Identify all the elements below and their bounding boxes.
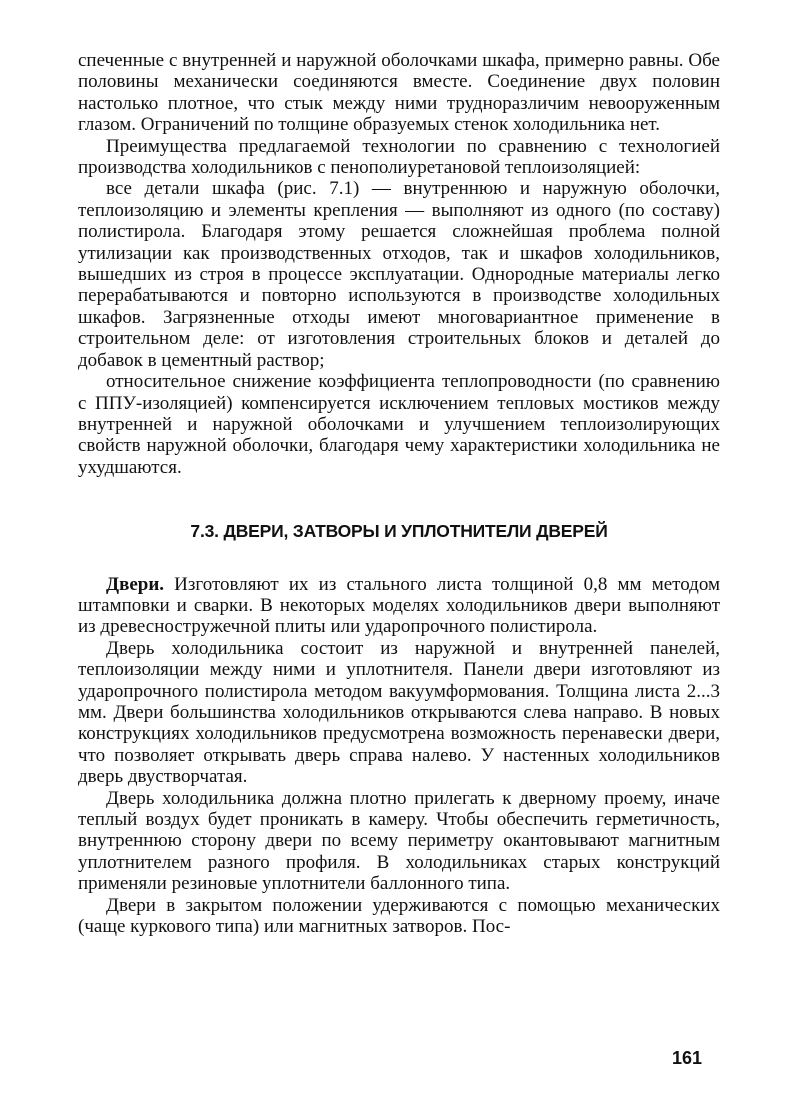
paragraph-door-sealing: Дверь холодильника должна плотно прилегать к дверному проему, иначе теплый воздух будет проникать в камеру. Чтобы обеспечить герметичность, внутреннюю сторону двери по всему периметру окантовывают магнитным уплотнителем разного профиля. В холодильниках старых конструкций применяли резиновые уплотнители баллонного типа.: [78, 787, 720, 895]
page-number: 161: [672, 1048, 703, 1068]
run-in-heading: Двери.: [106, 573, 165, 595]
paragraph-advantage-recycling: все детали шкафа (рис. 7.1) — внутреннюю и наружную оболочки, теплоизоляцию и элементы крепления — выполняют из одного (по составу) полистирола. Благодаря этому решается сложнейшая проблема полной утилизации как производственных отходов, так и шкафов холодильников, вышедших из строя в процессе эксплуатации. Однородные материалы легко перерабатываются и повторно используются в производстве холодильных шкафов. Загрязненные отходы имеют многовариантное применение в строительном деле: от изготовления строительных блоков и деталей до добавок в цементный раствор;: [78, 178, 720, 371]
paragraph-doors: [78, 574, 720, 638]
paragraph-door-latches: Двери в закрытом положении удерживаются с помощью механических (чаще куркового типа) или магнитных затворов. Пос-: [78, 894, 720, 938]
paragraph-doors-text: Изготовляют их из стального листа толщиной 0,8 мм методом штамповки и сварки. В некоторых моделях холодильников двери выполняют из древесностружечной плиты или ударопрочного полистирола.: [78, 573, 720, 638]
paragraph-advantages-intro: Преимущества предлагаемой технологии по сравнению с технологией производства холодильников с пенополиуретановой теплоизоляцией:: [78, 135, 720, 179]
paragraph-advantage-conductivity: относительное снижение коэффициента теплопроводности (по сравнению с ППУ-изоляцией) компенсируется исключением тепловых мостиков между внутренней и наружной оболочками и улучшением теплоизолирующих свойств наружной оболочки, благодаря чему характеристики холодильника не ухудшаются.: [78, 371, 720, 478]
body-text: [78, 50, 720, 937]
paragraph-continuation: спеченные с внутренней и наружной оболочками шкафа, примерно равны. Обе половины механически соединяются вместе. Соединение двух половин настолько плотное, что стык между ними трудноразличим невооруженным глазом. Ограничений по толщине образуемых стенок холодильника нет.: [78, 50, 720, 136]
paragraph-door-construction: Дверь холодильника состоит из наружной и внутренней панелей, теплоизоляции между ними и уплотнителя. Панели двери изготовляют из ударопрочного полистирола методом вакуумформования. Толщина листа 2...3 мм. Двери большинства холодильников открываются слева направо. В новых конструкциях холодильников предусмотрена возможность перенавески двери, что позволяет открывать дверь справа налево. У настенных холодильников дверь двустворчатая.: [78, 637, 720, 788]
section-heading: 7.3. ДВЕРИ, ЗАТВОРЫ И УПЛОТНИТЕЛИ ДВЕРЕЙ: [190, 521, 608, 542]
